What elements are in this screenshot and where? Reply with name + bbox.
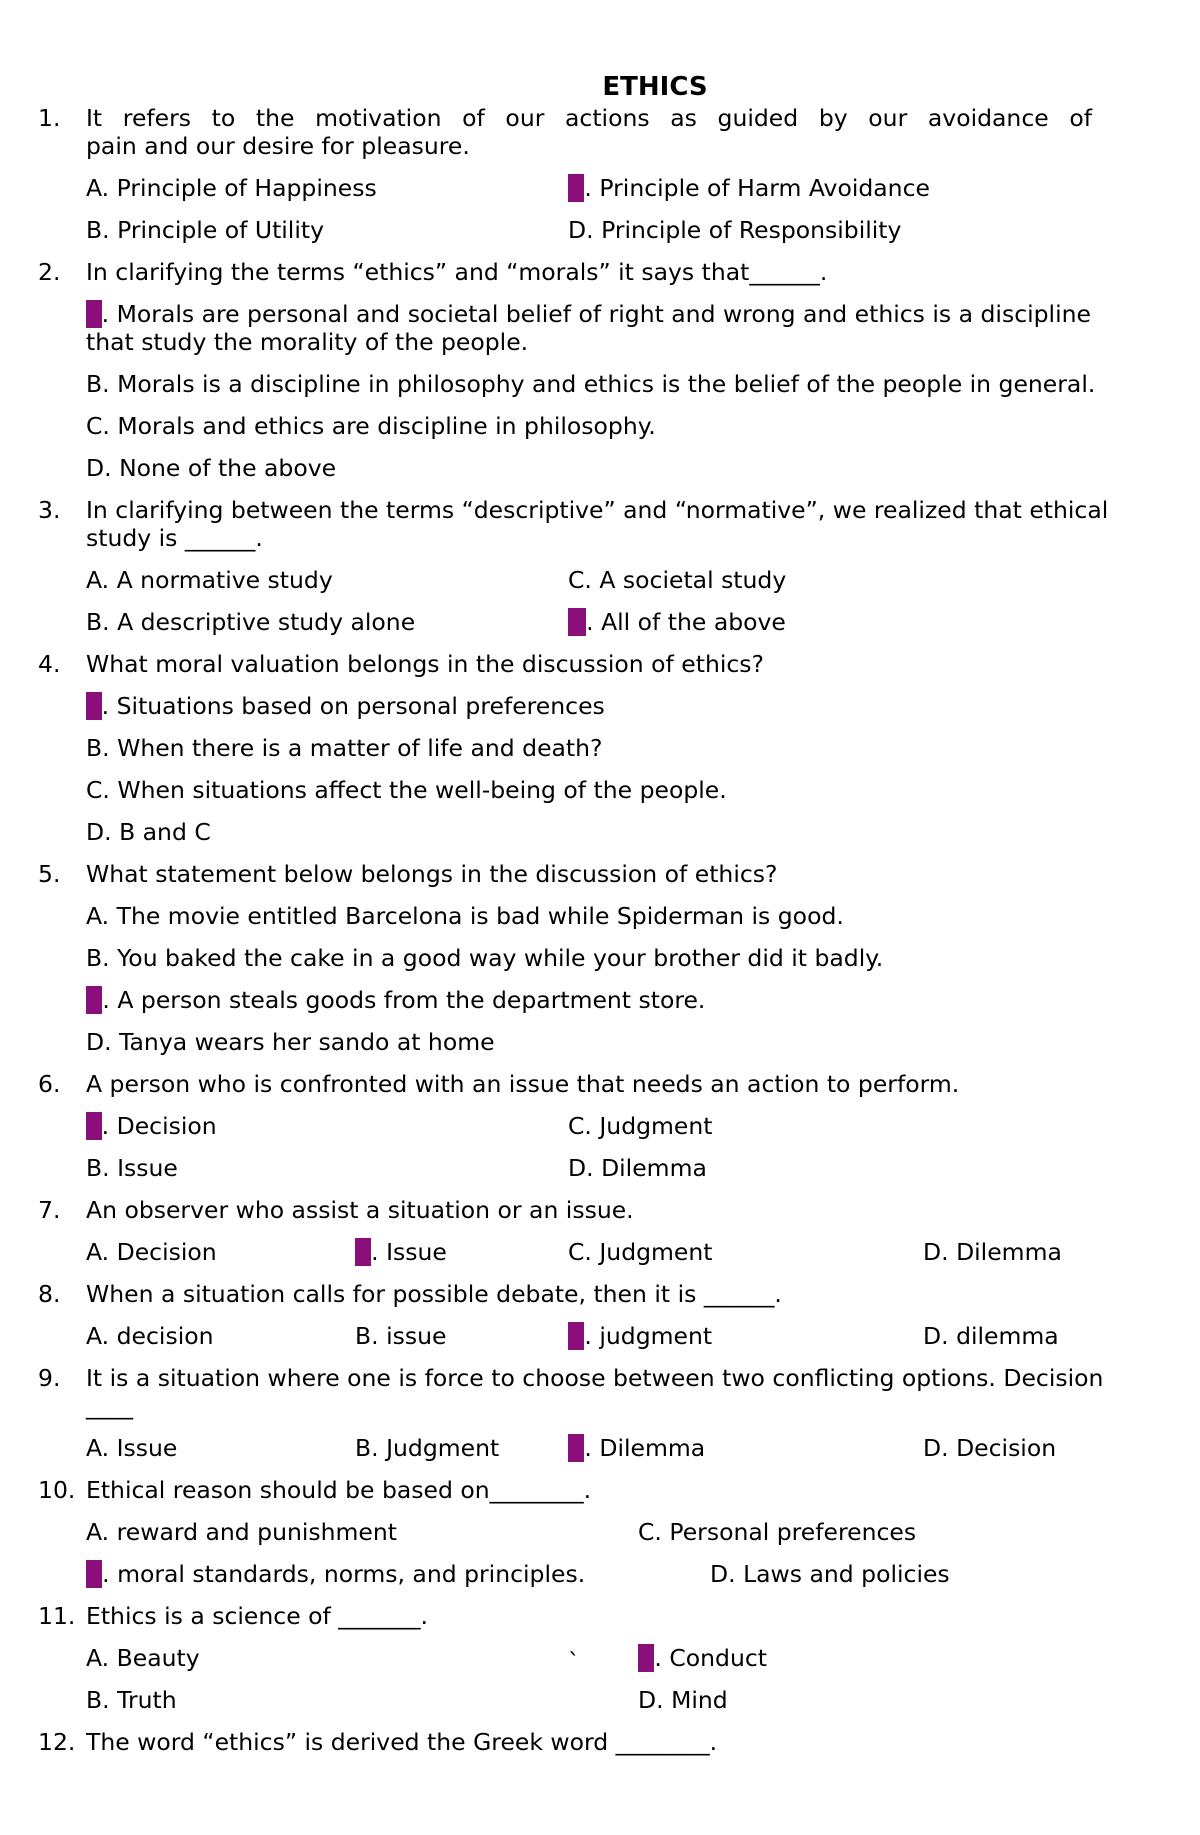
question-text: What moral valuation belongs in the discussion of ethics?: [86, 650, 765, 678]
question-number: 9.: [38, 1364, 61, 1392]
option-d[interactable]: D. B and C: [86, 818, 211, 846]
option-c[interactable]: C. judgment: [568, 1322, 713, 1350]
option-b[interactable]: B. Issue: [86, 1154, 178, 1182]
option-a[interactable]: A. Decision: [86, 1238, 217, 1266]
option-d[interactable]: D. Dilemma: [923, 1238, 1062, 1266]
question-number: 11.: [38, 1602, 76, 1630]
question-text: An observer who assist a situation or an issue.: [86, 1196, 634, 1224]
option-b[interactable]: B. When there is a matter of life and death?: [86, 734, 603, 762]
option-d[interactable]: D. Decision: [923, 1434, 1057, 1462]
option-c[interactable]: C. Personal preferences: [638, 1518, 917, 1546]
option-d[interactable]: D. Laws and policies: [710, 1560, 950, 1588]
question-number: 3.: [38, 496, 61, 524]
question-text: The word “ethics” is derived the Greek word ________.: [86, 1728, 718, 1756]
question-text: In clarifying between the terms “descriptive” and “normative”, we realized that ethical: [86, 496, 1109, 524]
option-c[interactable]: C. Morals and ethics are discipline in philosophy.: [86, 412, 656, 440]
option-a[interactable]: A. Principle of Happiness: [86, 174, 377, 202]
option-c[interactable]: C. Judgment: [568, 1238, 713, 1266]
option-b[interactable]: B. You baked the cake in a good way while your brother did it badly.: [86, 944, 884, 972]
option-d[interactable]: D. Mind: [638, 1686, 728, 1714]
answer-highlight: C: [568, 174, 585, 202]
question-number: 1.: [38, 104, 61, 132]
question-text-continued: ____: [86, 1392, 133, 1420]
option-b[interactable]: B. Morals is a discipline in philosophy and ethics is the belief of the people in general.: [86, 370, 1096, 398]
question-text: Ethics is a science of _______.: [86, 1602, 428, 1630]
option-a[interactable]: A. Decision: [86, 1112, 217, 1140]
option-c[interactable]: C. A person steals goods from the department store.: [86, 986, 706, 1014]
question-number: 4.: [38, 650, 61, 678]
option-d[interactable]: D. All of the above: [568, 608, 786, 636]
question-text: A person who is confronted with an issue that needs an action to perform.: [86, 1070, 960, 1098]
option-a[interactable]: A. A normative study: [86, 566, 333, 594]
answer-highlight: A: [86, 1112, 102, 1140]
option-c[interactable]: C. Judgment: [568, 1112, 713, 1140]
option-d[interactable]: D. Principle of Responsibility: [568, 216, 902, 244]
question-text: When a situation calls for possible debate, then it is ______.: [86, 1280, 782, 1308]
question-number: 10.: [38, 1476, 76, 1504]
answer-highlight: D: [568, 608, 587, 636]
question-number: 7.: [38, 1196, 61, 1224]
question-text: In clarifying the terms “ethics” and “morals” it says that______.: [86, 258, 828, 286]
option-d[interactable]: D. Tanya wears her sando at home: [86, 1028, 495, 1056]
question-number: 8.: [38, 1280, 61, 1308]
option-b[interactable]: B. A descriptive study alone: [86, 608, 416, 636]
option-a-continued: that study the morality of the people.: [86, 328, 529, 356]
option-b[interactable]: B. Truth: [86, 1686, 177, 1714]
answer-highlight: A: [86, 692, 102, 720]
question-number: 5.: [38, 860, 61, 888]
stray-mark: `: [568, 1648, 580, 1676]
option-c[interactable]: C. Dilemma: [568, 1434, 706, 1462]
option-d[interactable]: D. None of the above: [86, 454, 337, 482]
option-c[interactable]: C. Conduct: [638, 1644, 768, 1672]
option-a[interactable]: A. Issue: [86, 1434, 178, 1462]
page-title: ETHICS: [602, 72, 708, 102]
option-a[interactable]: A. The movie entitled Barcelona is bad while Spiderman is good.: [86, 902, 844, 930]
option-a[interactable]: A. Morals are personal and societal belief of right and wrong and ethics is a discipline: [86, 300, 1091, 328]
option-c[interactable]: C. A societal study: [568, 566, 787, 594]
option-b[interactable]: B. Issue: [355, 1238, 447, 1266]
question-number: 12.: [38, 1728, 76, 1756]
question-text: Ethical reason should be based on________.: [86, 1476, 592, 1504]
option-b[interactable]: B. Principle of Utility: [86, 216, 324, 244]
option-b[interactable]: B. issue: [355, 1322, 447, 1350]
question-number: 2.: [38, 258, 61, 286]
answer-highlight: C: [86, 986, 103, 1014]
question-text-continued: pain and our desire for pleasure.: [86, 132, 470, 160]
question-text: What statement below belongs in the discussion of ethics?: [86, 860, 778, 888]
answer-highlight: C: [568, 1434, 585, 1462]
answer-highlight: A: [86, 300, 102, 328]
question-text: It is a situation where one is force to choose between two conflicting options. Decision: [86, 1364, 1104, 1392]
question-number: 6.: [38, 1070, 61, 1098]
answer-highlight: B: [355, 1238, 372, 1266]
option-a[interactable]: A. Situations based on personal preferences: [86, 692, 605, 720]
option-c[interactable]: C. Principle of Harm Avoidance: [568, 174, 930, 202]
option-d[interactable]: D. dilemma: [923, 1322, 1059, 1350]
option-a[interactable]: A. Beauty: [86, 1644, 200, 1672]
question-text-continued: study is ______.: [86, 524, 263, 552]
answer-highlight: C: [638, 1644, 655, 1672]
option-b[interactable]: B. moral standards, norms, and principles.: [86, 1560, 586, 1588]
answer-highlight: B: [86, 1560, 103, 1588]
option-d[interactable]: D. Dilemma: [568, 1154, 707, 1182]
option-b[interactable]: B. Judgment: [355, 1434, 500, 1462]
question-text: It refers to the motivation of our actions as guided by our avoidance of: [86, 104, 1092, 132]
option-a[interactable]: A. reward and punishment: [86, 1518, 397, 1546]
option-c[interactable]: C. When situations affect the well-being of the people.: [86, 776, 727, 804]
answer-highlight: C: [568, 1322, 585, 1350]
option-a[interactable]: A. decision: [86, 1322, 214, 1350]
